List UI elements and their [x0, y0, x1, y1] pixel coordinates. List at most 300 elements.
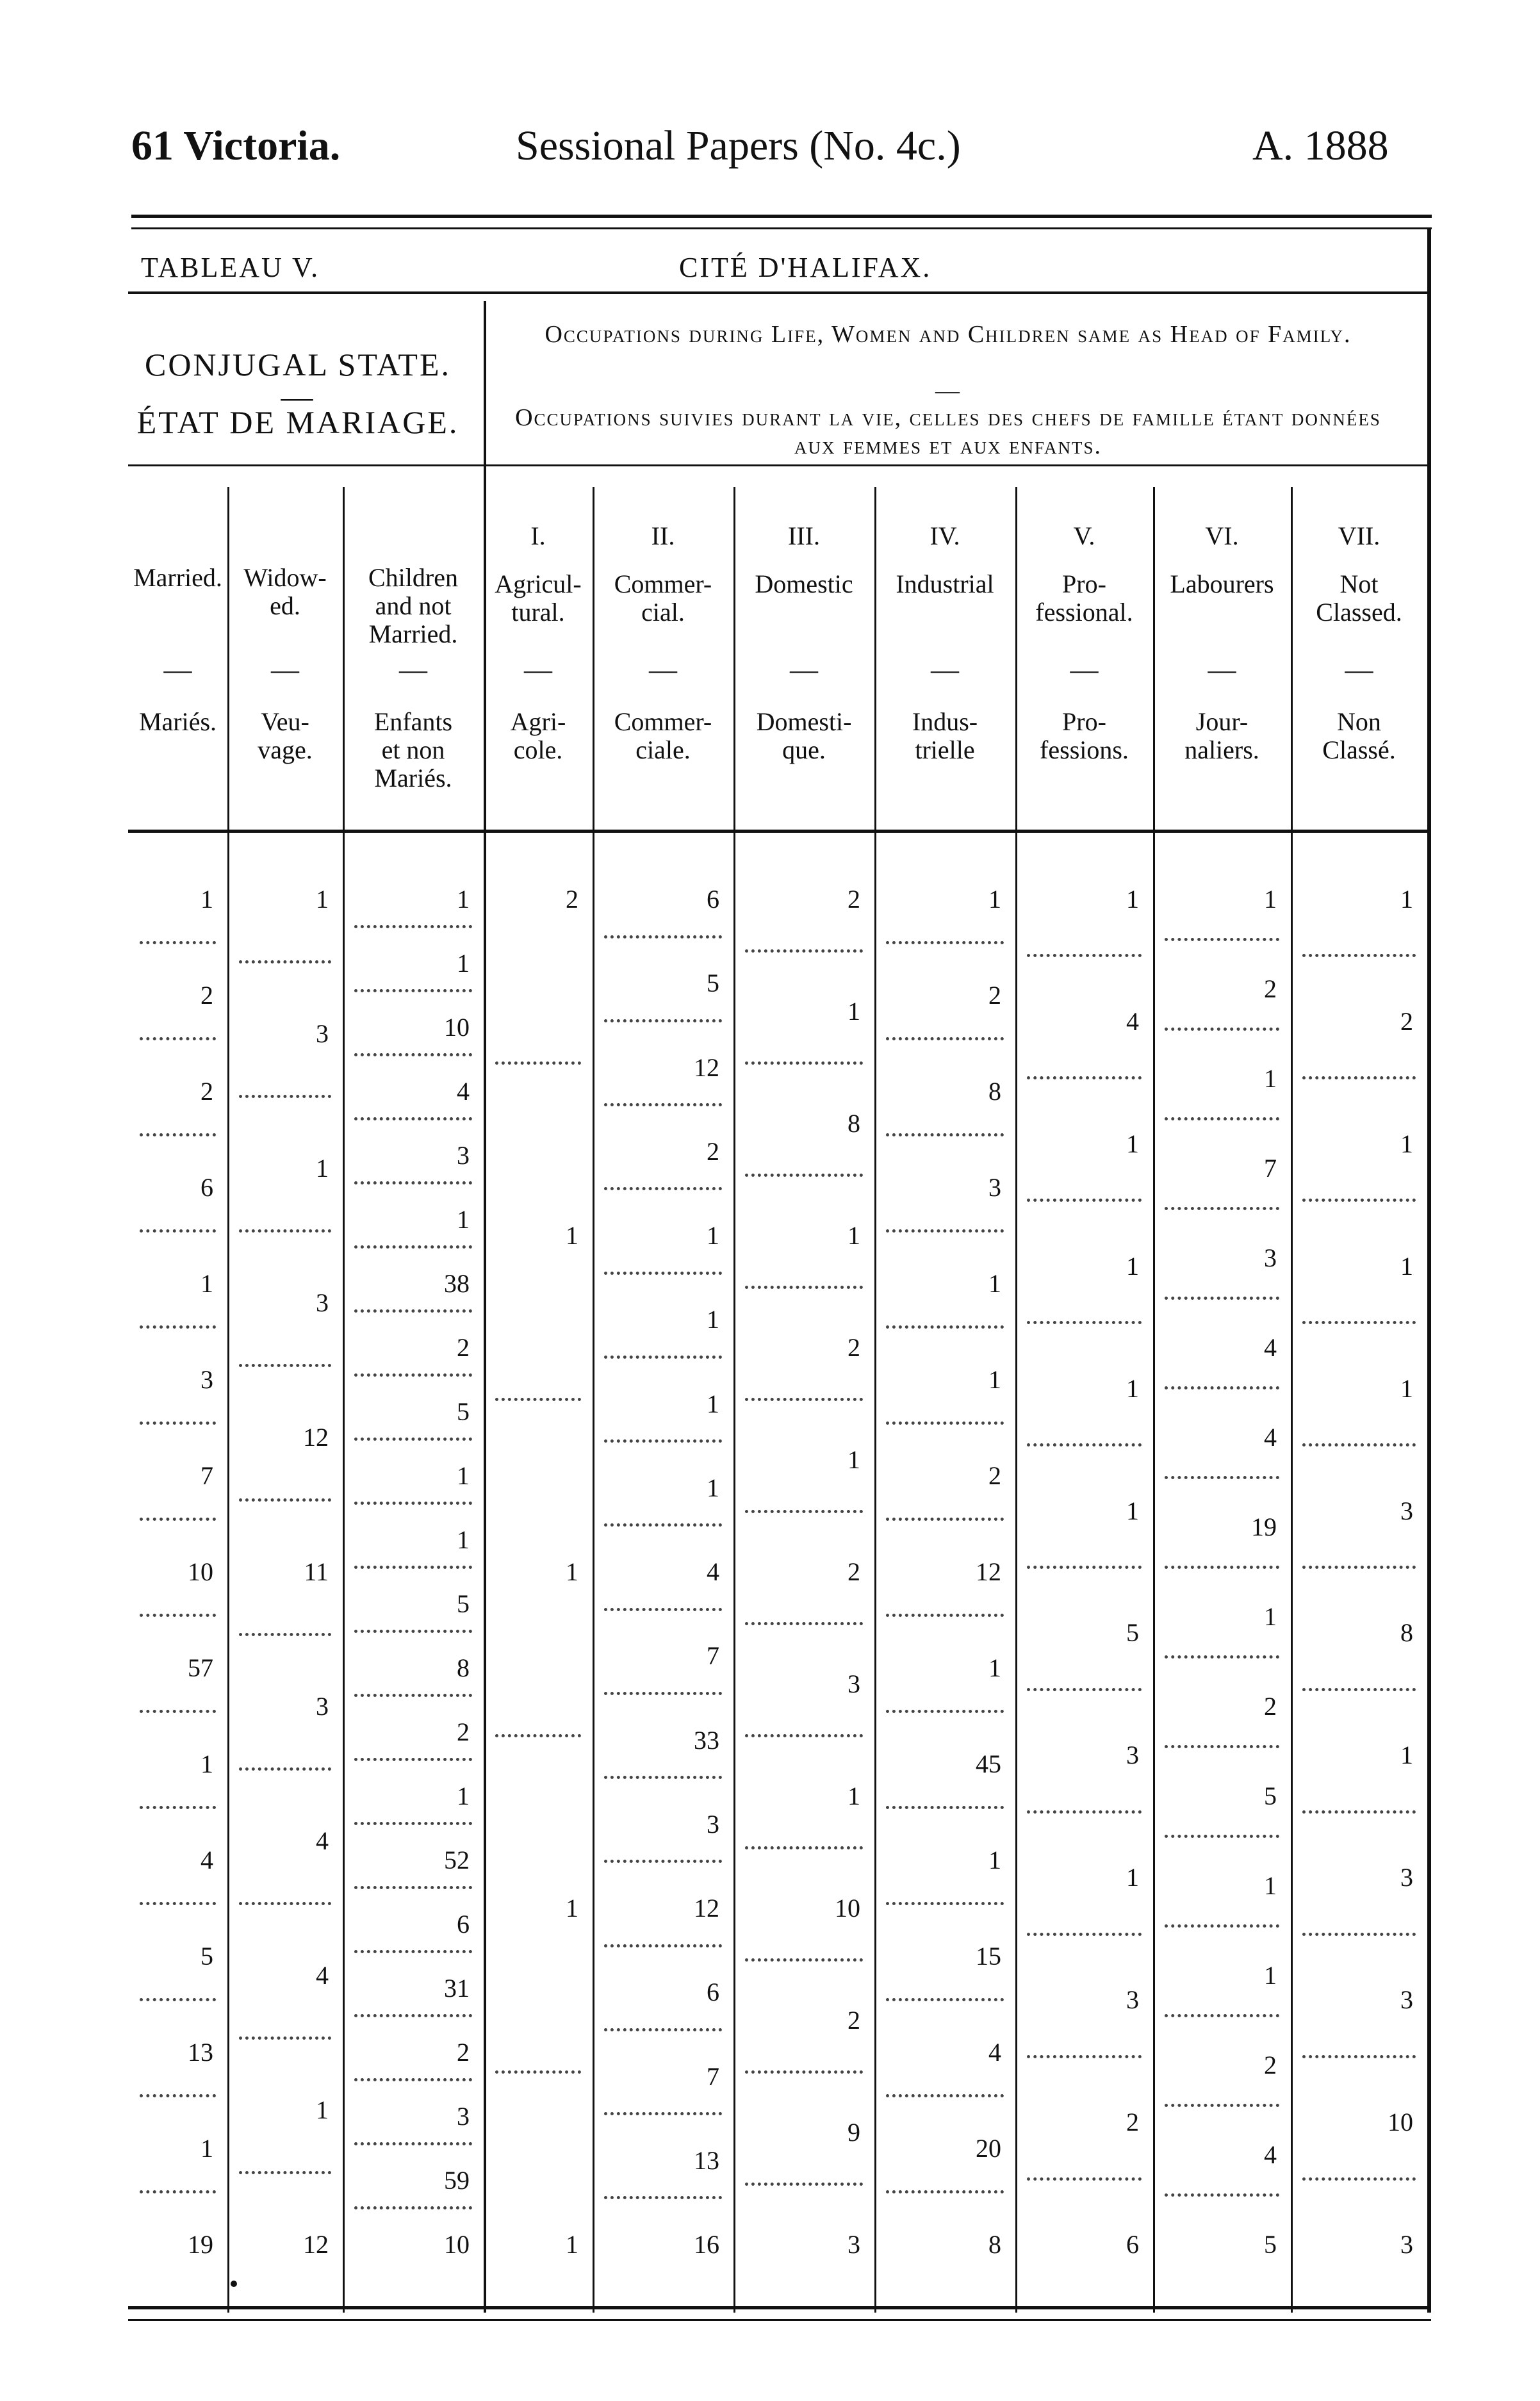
column-numeral: VII. [1338, 521, 1380, 550]
dotted-leader [745, 1286, 863, 1289]
column-heading-en: Not Classed. [1316, 570, 1402, 627]
dotted-leader [140, 1518, 216, 1521]
table-cell: 1 [848, 1445, 860, 1474]
dotted-leader [140, 1422, 216, 1425]
table-cell: 1 [1126, 1129, 1139, 1158]
column-heading-separator: — [163, 654, 192, 685]
table-cell: 1 [566, 2230, 578, 2259]
dotted-leader [886, 1422, 1004, 1425]
column-heading-fr: Domesti- que. [756, 707, 852, 764]
dotted-leader [495, 2070, 581, 2074]
dotted-leader [140, 2094, 216, 2097]
table-cell: 1 [988, 1846, 1001, 1874]
table-cell: 2 [1264, 1692, 1277, 1721]
table-cell: 1 [848, 1221, 860, 1250]
table-cell: 4 [707, 1557, 719, 1586]
dotted-leader [239, 2171, 331, 2174]
dotted-leader [354, 1822, 472, 1825]
column-heading-separator: — [1345, 654, 1373, 685]
column-heading-fr: Pro- fessions. [1040, 707, 1129, 764]
table-cell: 15 [976, 1942, 1001, 1971]
table-cell: 45 [976, 1750, 1001, 1778]
table-cell: 8 [848, 1109, 860, 1138]
dotted-leader [1302, 1688, 1416, 1691]
column-heading-fr: Agri- cole. [510, 707, 566, 764]
occupations-title-en: Occupations during Life, Women and Children same as Head of Family. [545, 321, 1352, 348]
table-cell: 8 [457, 1653, 470, 1682]
table-cell: 31 [444, 1974, 470, 2003]
table-cell: 20 [976, 2134, 1001, 2163]
table-cell: 52 [444, 1846, 470, 1874]
table-cell: 5 [457, 1589, 470, 1618]
dotted-leader [354, 1245, 472, 1249]
table-cell: 1 [457, 949, 470, 978]
column-heading-en: Commer- cial. [614, 570, 712, 627]
dotted-leader [354, 925, 472, 928]
dotted-leader [140, 1133, 216, 1136]
dotted-leader [1027, 1810, 1142, 1814]
dotted-leader [1165, 1117, 1279, 1120]
dotted-leader [354, 1053, 472, 1056]
dotted-leader [354, 2014, 472, 2017]
occupations-title-fr: Occupations suivies durant la vie, celles des chefs de famille étant données aux femmes et aux enfants. [515, 404, 1381, 459]
column-numeral: III. [788, 521, 820, 550]
table-cell: 1 [1264, 1602, 1277, 1631]
column-heading-en: Agricul- tural. [495, 570, 582, 627]
table-cell: 12 [694, 1894, 719, 1922]
column-heading-separator: — [1070, 654, 1099, 685]
dotted-leader [1165, 1745, 1279, 1748]
dotted-leader [140, 941, 216, 944]
table-cell: 3 [316, 1692, 329, 1721]
table-cell: 5 [457, 1397, 470, 1426]
dotted-leader [1302, 1443, 1416, 1446]
dotted-leader [354, 1117, 472, 1120]
data-column-agricultural [484, 878, 593, 2300]
table-cell: 1 [457, 1205, 470, 1234]
group-heading-rule [128, 464, 1429, 466]
dotted-leader [886, 1902, 1004, 1905]
dotted-leader [604, 1439, 722, 1443]
dotted-leader [1302, 954, 1416, 957]
dotted-leader [354, 1758, 472, 1761]
etat-de-mariage-title: ÉTAT DE MARIAGE. [136, 404, 459, 440]
table-cell: 7 [707, 2061, 719, 2091]
dotted-leader [1302, 1199, 1416, 1202]
dotted-leader [140, 1998, 216, 2001]
table-cell: 7 [707, 1641, 719, 1671]
table-cell: 1 [707, 1305, 719, 1334]
dotted-leader [604, 1608, 722, 1611]
dotted-leader [1027, 2055, 1142, 2058]
column-heading-fr: Commer- ciale. [614, 707, 712, 764]
dotted-leader [1027, 954, 1142, 957]
table-cell: 3 [1126, 1985, 1139, 2015]
data-column-not_classed [1291, 878, 1427, 2300]
dotted-leader [1165, 1476, 1279, 1479]
data-column-professional [1015, 878, 1153, 2300]
table-cell: 4 [1264, 2140, 1277, 2169]
dotted-leader [886, 1229, 1004, 1233]
column-divider [1015, 487, 1017, 2313]
table-cell: 5 [1264, 1782, 1277, 1810]
occupations-separator: — [935, 377, 961, 404]
column-heading-fr: Indus- trielle [912, 707, 978, 764]
table-cell: 12 [694, 1053, 719, 1082]
dotted-leader [886, 1037, 1004, 1040]
table-cell: 3 [1400, 1496, 1413, 1525]
dotted-leader [604, 1523, 722, 1527]
dotted-leader [140, 1037, 216, 1040]
table-cell: 12 [303, 1423, 329, 1452]
dotted-leader [239, 1902, 331, 1905]
table-cell: 2 [457, 1333, 470, 1362]
dotted-leader [886, 941, 1004, 944]
dotted-leader [239, 1498, 331, 1502]
column-heading-fr: Enfants et non Mariés. [373, 707, 453, 792]
table-cell: 16 [694, 2230, 719, 2259]
table-cell: 1 [1400, 1741, 1413, 1770]
dotted-leader [1027, 1321, 1142, 1324]
running-head-year: A. 1888 [1252, 122, 1389, 169]
table-cell: 2 [1264, 2051, 1277, 2079]
table-cell: 5 [1264, 2230, 1277, 2259]
dotted-leader [604, 1776, 722, 1779]
dotted-leader [354, 1566, 472, 1569]
column-heading-en: Domestic [755, 570, 853, 598]
data-column-domestic [733, 878, 874, 2300]
dotted-leader [745, 1174, 863, 1177]
column-numeral: IV. [930, 521, 960, 550]
dotted-leader [1165, 1028, 1279, 1031]
table-cell: 1 [457, 1525, 470, 1554]
bottom-rule [128, 2306, 1431, 2309]
dotted-leader [140, 1710, 216, 1713]
column-heading-separator: — [524, 654, 552, 685]
table-cell: 5 [707, 969, 719, 998]
dotted-leader [140, 1902, 216, 1905]
table-cell: 3 [1400, 1985, 1413, 2015]
table-cell: 3 [848, 1669, 860, 1698]
dotted-leader [239, 1633, 331, 1636]
dotted-leader [495, 1734, 581, 1737]
table-cell: 1 [316, 885, 329, 914]
column-numeral: I. [530, 521, 546, 550]
dotted-leader [886, 1806, 1004, 1809]
table-cell: 2 [1264, 974, 1277, 1003]
column-heading-fr: Veu- vage. [258, 707, 313, 764]
dotted-leader [604, 2196, 722, 2199]
dotted-leader [1165, 1386, 1279, 1389]
conjugal-state-separator: — [281, 379, 315, 414]
table-cell: 2 [848, 885, 860, 914]
table-cell: 12 [976, 1557, 1001, 1586]
dotted-leader [1027, 1199, 1142, 1202]
table-cell: 6 [201, 1173, 213, 1202]
heading-rule [128, 291, 1429, 294]
dotted-leader [604, 1103, 722, 1106]
table-cell: 1 [1400, 1129, 1413, 1158]
dotted-leader [1165, 2014, 1279, 2017]
column-numeral: II. [651, 521, 675, 550]
table-cell: 3 [988, 1173, 1001, 1202]
table-cell: 19 [188, 2230, 213, 2259]
dotted-leader [604, 2028, 722, 2031]
column-numeral: V. [1073, 521, 1095, 550]
city-name: CITÉ D'HALIFAX. [679, 252, 932, 283]
page-mark [231, 2281, 237, 2287]
dotted-leader [239, 1364, 331, 1367]
table-cell: 57 [188, 1653, 213, 1682]
table-cell: 6 [707, 885, 719, 914]
dotted-leader [886, 1133, 1004, 1136]
table-cell: 6 [457, 1910, 470, 1938]
column-heading-separator: — [271, 654, 299, 685]
table-cell: 3 [316, 1288, 329, 1317]
dotted-leader [886, 1998, 1004, 2001]
table-cell: 3 [1400, 2230, 1413, 2259]
dotted-leader [354, 1502, 472, 1505]
table-cell: 2 [707, 1136, 719, 1166]
table-cell: 1 [707, 1389, 719, 1418]
column-heading-separator: — [399, 654, 427, 685]
dotted-leader [354, 1950, 472, 1953]
column-divider [733, 487, 735, 2313]
dotted-leader [745, 1510, 863, 1513]
dotted-leader [239, 1229, 331, 1233]
column-divider [343, 487, 345, 2313]
column-heading-fr: Mariés. [138, 707, 217, 736]
table-cell: 6 [1126, 2230, 1139, 2259]
dotted-leader [354, 2142, 472, 2145]
table-cell: 2 [1126, 2108, 1139, 2137]
dotted-leader [239, 960, 331, 963]
table-cell: 1 [566, 1557, 578, 1586]
dotted-leader [745, 1846, 863, 1849]
top-rule [131, 215, 1432, 218]
dotted-leader [1027, 1443, 1142, 1446]
dotted-leader [1027, 1566, 1142, 1569]
table-cell: 1 [457, 1782, 470, 1810]
table-cell: 38 [444, 1269, 470, 1298]
dotted-leader [604, 1019, 722, 1022]
dotted-leader [1165, 1207, 1279, 1210]
table-cell: 1 [848, 1782, 860, 1810]
table-cell: 1 [201, 2134, 213, 2163]
table-cell: 1 [1264, 1961, 1277, 1990]
column-heading-en: Married. [133, 563, 222, 592]
dotted-leader [1165, 1566, 1279, 1569]
dotted-leader [354, 1886, 472, 1889]
column-heading-separator: — [1208, 654, 1236, 685]
table-cell: 1 [1126, 1863, 1139, 1892]
table-cell: 10 [835, 1894, 860, 1922]
table-cell: 1 [988, 1653, 1001, 1682]
table-cell: 2 [457, 2038, 470, 2067]
dotted-leader [1165, 1835, 1279, 1838]
table-cell: 1 [848, 997, 860, 1026]
dotted-leader [140, 2190, 216, 2193]
table-cell: 1 [201, 885, 213, 914]
table-cell: 11 [304, 1557, 329, 1586]
data-column-commercial [593, 878, 733, 2300]
column-divider [1291, 487, 1293, 2313]
dotted-leader [745, 949, 863, 953]
table-cell: 1 [988, 1365, 1001, 1394]
table-cell: 3 [316, 1019, 329, 1048]
table-cell: 5 [201, 1942, 213, 1971]
table-label: TABLEAU V. [141, 252, 320, 283]
table-cell: 1 [1264, 885, 1277, 914]
running-head-volume: 61 Victoria. [131, 122, 341, 169]
table-cell: 1 [1126, 1373, 1139, 1403]
table-cell: 7 [1264, 1154, 1277, 1183]
table-cell: 1 [1264, 1871, 1277, 1900]
table-cell: 1 [1126, 1251, 1139, 1281]
table-cell: 1 [707, 1473, 719, 1502]
right-border [1427, 227, 1431, 2313]
dotted-leader [239, 2036, 331, 2040]
table-cell: 3 [1264, 1243, 1277, 1272]
dotted-leader [604, 1692, 722, 1695]
table-cell: 1 [316, 2095, 329, 2124]
dotted-leader [495, 1061, 581, 1065]
table-cell: 1 [566, 1221, 578, 1250]
table-cell: 8 [1400, 1618, 1413, 1648]
running-head-title: Sessional Papers (No. 4c.) [516, 122, 961, 169]
table-cell: 10 [1388, 2108, 1413, 2137]
dotted-leader [140, 1614, 216, 1617]
dotted-leader [354, 989, 472, 992]
table-cell: 2 [201, 981, 213, 1010]
column-heading-en: Labourers [1170, 570, 1274, 598]
table-cell: 3 [707, 1809, 719, 1839]
table-cell: 1 [566, 1894, 578, 1922]
dotted-leader [604, 935, 722, 938]
table-cell: 2 [848, 1333, 860, 1362]
table-cell: 12 [303, 2230, 329, 2259]
table-cell: 4 [316, 1961, 329, 1990]
dotted-leader [1302, 2055, 1416, 2058]
dotted-leader [745, 2070, 863, 2074]
dotted-leader [604, 1860, 722, 1863]
table-cell: 1 [1400, 885, 1413, 914]
conjugal-state-title: CONJUGAL STATE. [144, 347, 452, 382]
dotted-leader [745, 1622, 863, 1625]
dotted-leader [745, 1398, 863, 1401]
dotted-leader [886, 2094, 1004, 2097]
dotted-leader [604, 1187, 722, 1190]
table-cell: 4 [988, 2038, 1001, 2067]
table-cell: 1 [201, 1750, 213, 1778]
dotted-leader [886, 1614, 1004, 1617]
table-cell: 5 [1126, 1618, 1139, 1648]
table-cell: 19 [1251, 1512, 1277, 1541]
dotted-leader [1027, 1076, 1142, 1079]
data-column-children [343, 878, 484, 2300]
dotted-leader [1302, 1321, 1416, 1324]
dotted-leader [604, 1356, 722, 1359]
column-heading-fr: Jour- naliers. [1184, 707, 1259, 764]
top-rule-thin [131, 227, 1432, 229]
dotted-leader [140, 1325, 216, 1329]
table-cell: 9 [848, 2118, 860, 2147]
table-cell: 4 [316, 1826, 329, 1855]
table-cell: 4 [1126, 1006, 1139, 1036]
table-cell: 4 [457, 1077, 470, 1106]
data-column-married [128, 878, 227, 2300]
dotted-leader [745, 1958, 863, 1962]
dotted-leader [1302, 1933, 1416, 1936]
table-cell: 10 [444, 1013, 470, 1042]
table-cell: 1 [457, 885, 470, 914]
table-cell: 2 [1400, 1006, 1413, 1036]
column-heading-separator: — [649, 654, 677, 685]
column-divider [874, 487, 876, 2313]
dotted-leader [1027, 1933, 1142, 1936]
table-cell: 7 [201, 1461, 213, 1490]
table-cell: 1 [1264, 1064, 1277, 1093]
dotted-leader [354, 1181, 472, 1184]
table-cell: 2 [988, 1461, 1001, 1490]
column-heading-separator: — [790, 654, 818, 685]
table-cell: 1 [988, 1269, 1001, 1298]
dotted-leader [1302, 1810, 1416, 1814]
table-cell: 3 [201, 1365, 213, 1394]
column-heading-en: Widow- ed. [243, 563, 327, 620]
data-column-industrial [874, 878, 1015, 2300]
table-cell: 1 [1126, 1496, 1139, 1525]
dotted-leader [1165, 1924, 1279, 1928]
dotted-leader [886, 1325, 1004, 1329]
table-cell: 13 [694, 2145, 719, 2175]
table-cell: 1 [988, 885, 1001, 914]
table-cell: 1 [707, 1221, 719, 1250]
dotted-leader [1165, 2104, 1279, 2107]
dotted-leader [1165, 938, 1279, 941]
dotted-leader [604, 2112, 722, 2115]
dotted-leader [604, 1944, 722, 1947]
dotted-leader [604, 1272, 722, 1275]
table-cell: 4 [1264, 1333, 1277, 1362]
table-cell: 3 [457, 2102, 470, 2131]
table-cell: 3 [848, 2230, 860, 2259]
table-cell: 1 [1400, 1251, 1413, 1281]
table-cell: 3 [1400, 1863, 1413, 1892]
dotted-leader [495, 1398, 581, 1401]
dotted-leader [354, 2206, 472, 2209]
column-divider-main [484, 301, 486, 2313]
table-cell: 33 [694, 1725, 719, 1755]
table-cell: 1 [457, 1461, 470, 1490]
dotted-leader [1165, 2193, 1279, 2197]
dotted-leader [354, 1309, 472, 1313]
dotted-leader [745, 2183, 863, 2186]
dotted-leader [354, 1438, 472, 1441]
column-divider [1153, 487, 1155, 2313]
table-cell: 4 [1264, 1423, 1277, 1452]
dotted-leader [1027, 2177, 1142, 2181]
column-heading-fr: Non Classé. [1322, 707, 1396, 764]
dotted-leader [1302, 2177, 1416, 2181]
data-column-widowed [227, 878, 343, 2300]
dotted-leader [354, 1373, 472, 1377]
dotted-leader [239, 1767, 331, 1771]
table-cell: 2 [988, 981, 1001, 1010]
table-cell: 2 [566, 885, 578, 914]
dotted-leader [354, 1694, 472, 1697]
dotted-leader [886, 1518, 1004, 1521]
